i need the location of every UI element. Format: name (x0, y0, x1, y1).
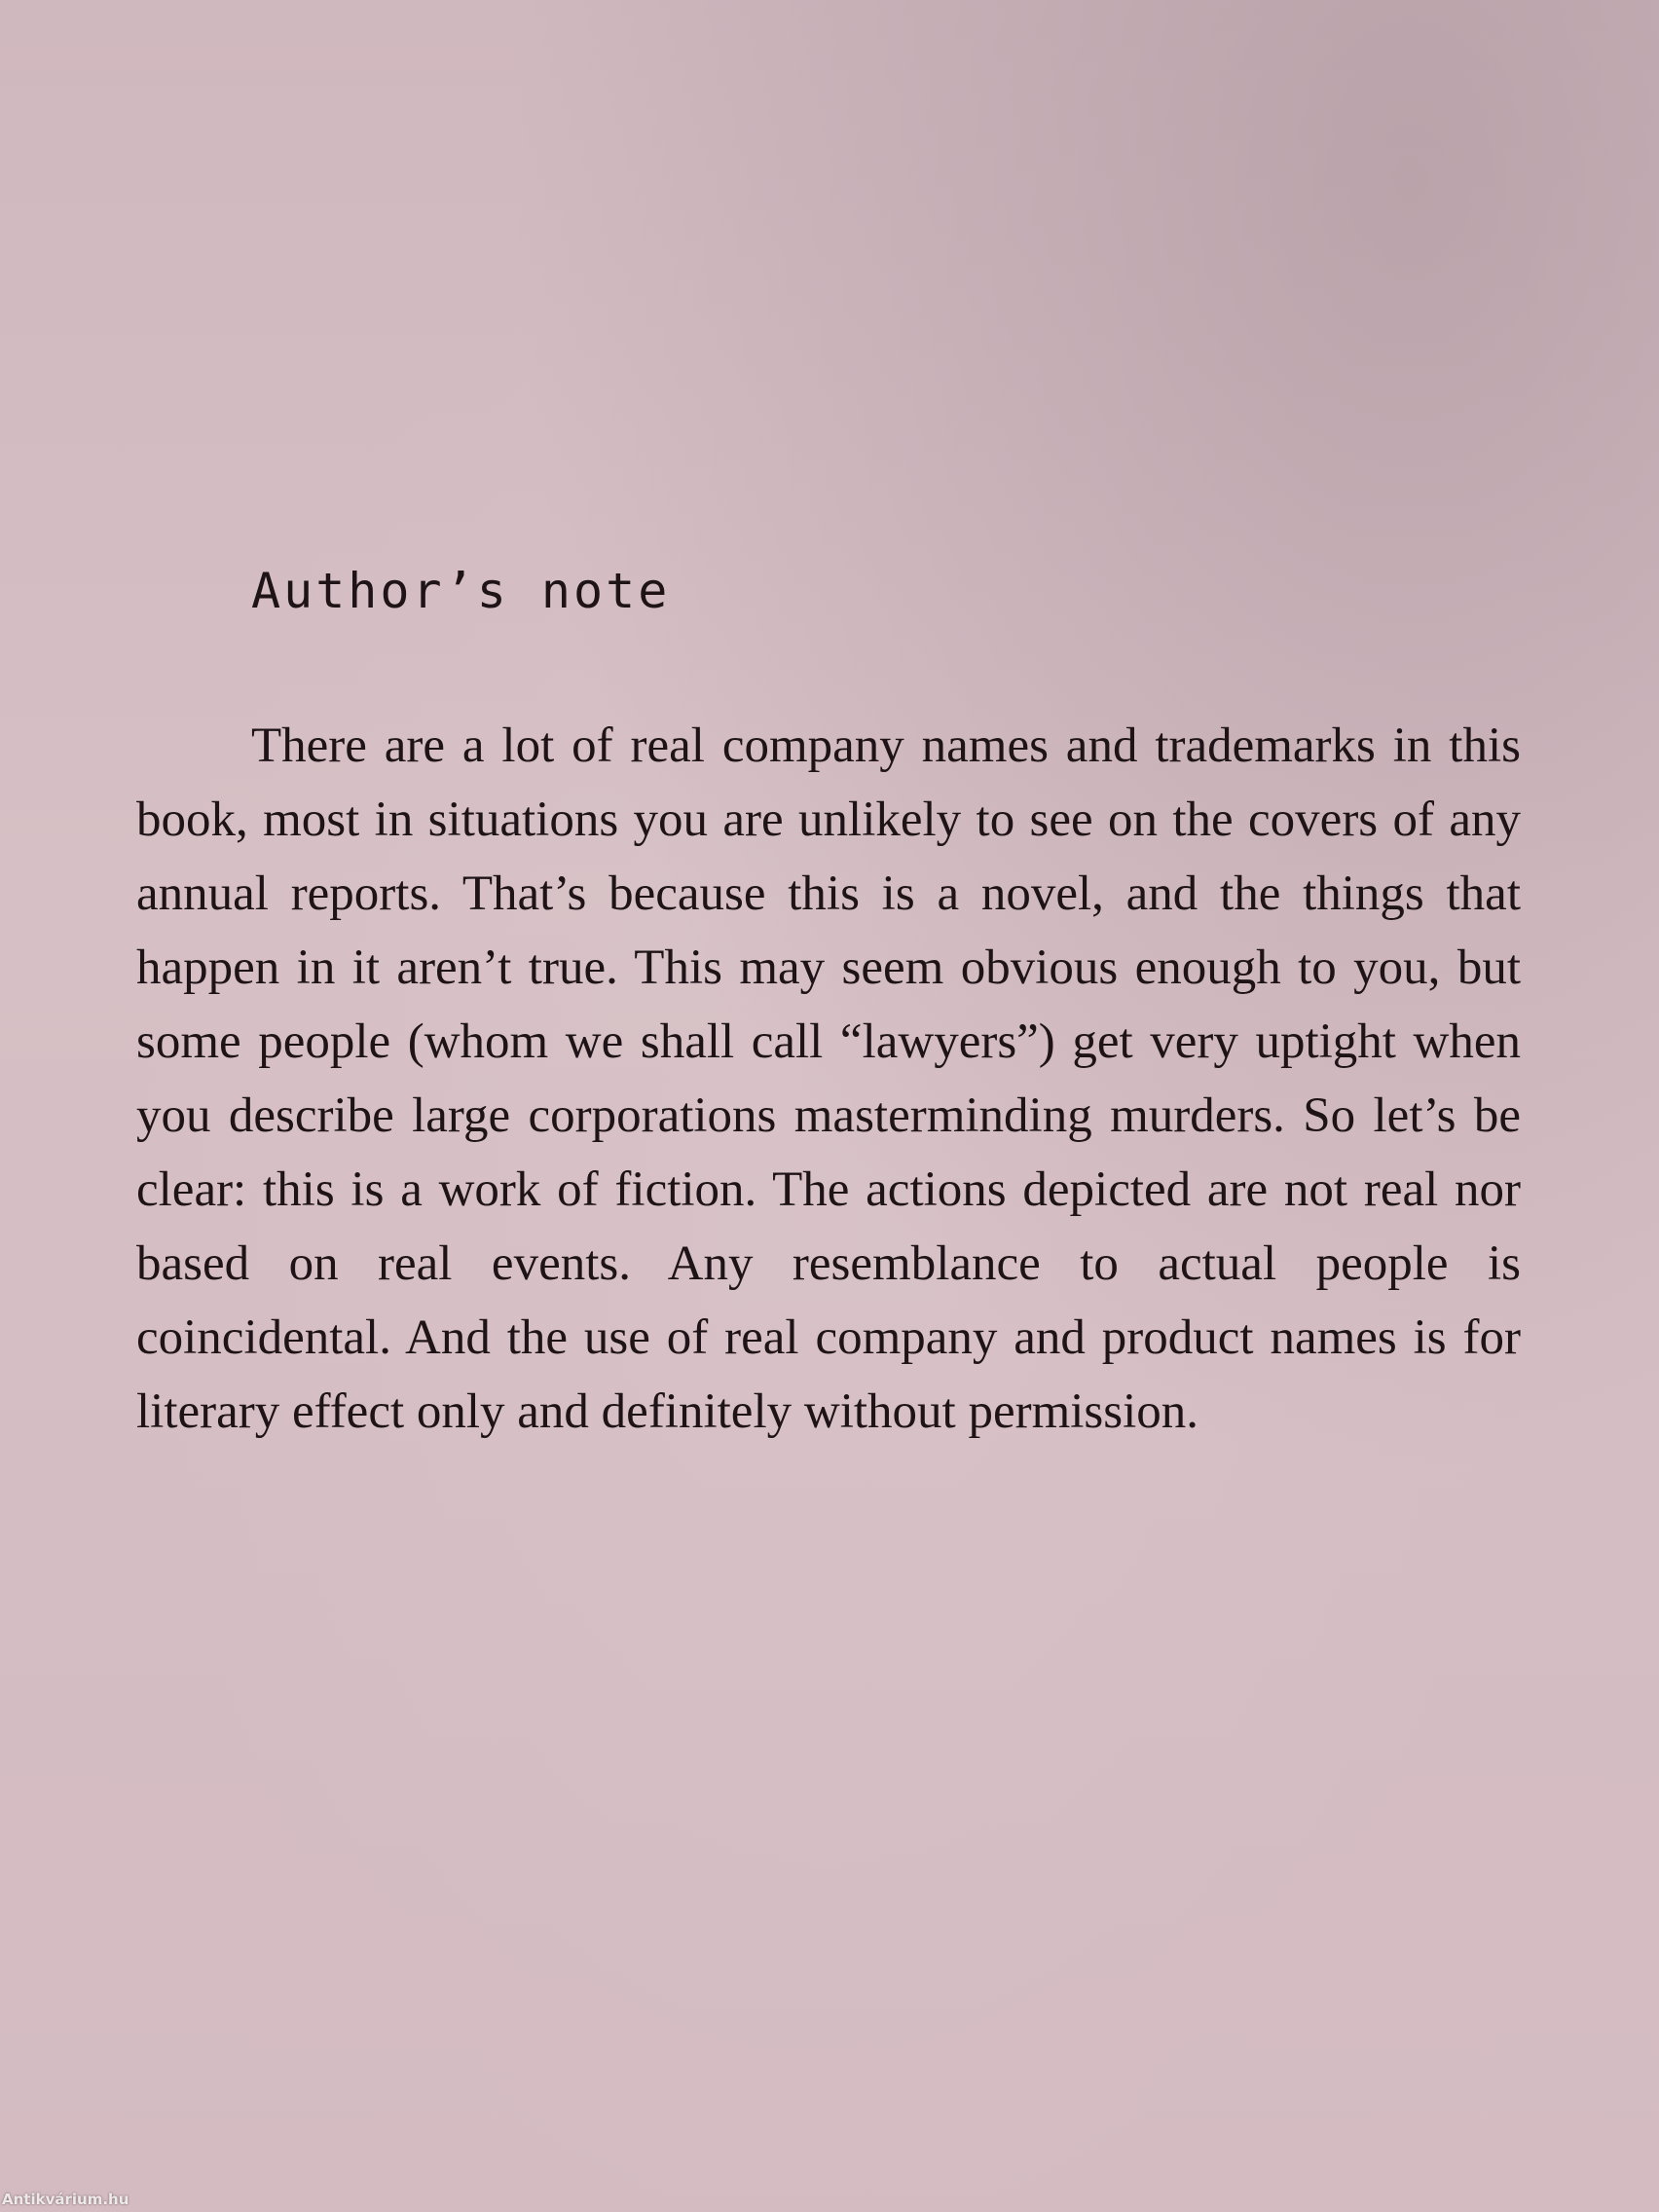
body-paragraph: There are a lot of real company names and trademarks in this book, most in situations you are unlikely to see on the covers of any annual reports. That’s because this is a novel, and the things that happen in it aren’t true. This may seem obvious enough to you, but some people (whom we shall call “lawyers”) get very uptight when you describe large corporations masterminding murders. So let’s be clear: this is a work of fiction. The actions depicted are not real nor based on real events. Any resemblance to actual people is coincidental. And the use of real company and product names is for literary effect only and definitely without permission. (136, 719, 1521, 1439)
page-heading: Author’s note (251, 563, 671, 619)
watermark: Antikvárium.hu (2, 2191, 129, 2208)
